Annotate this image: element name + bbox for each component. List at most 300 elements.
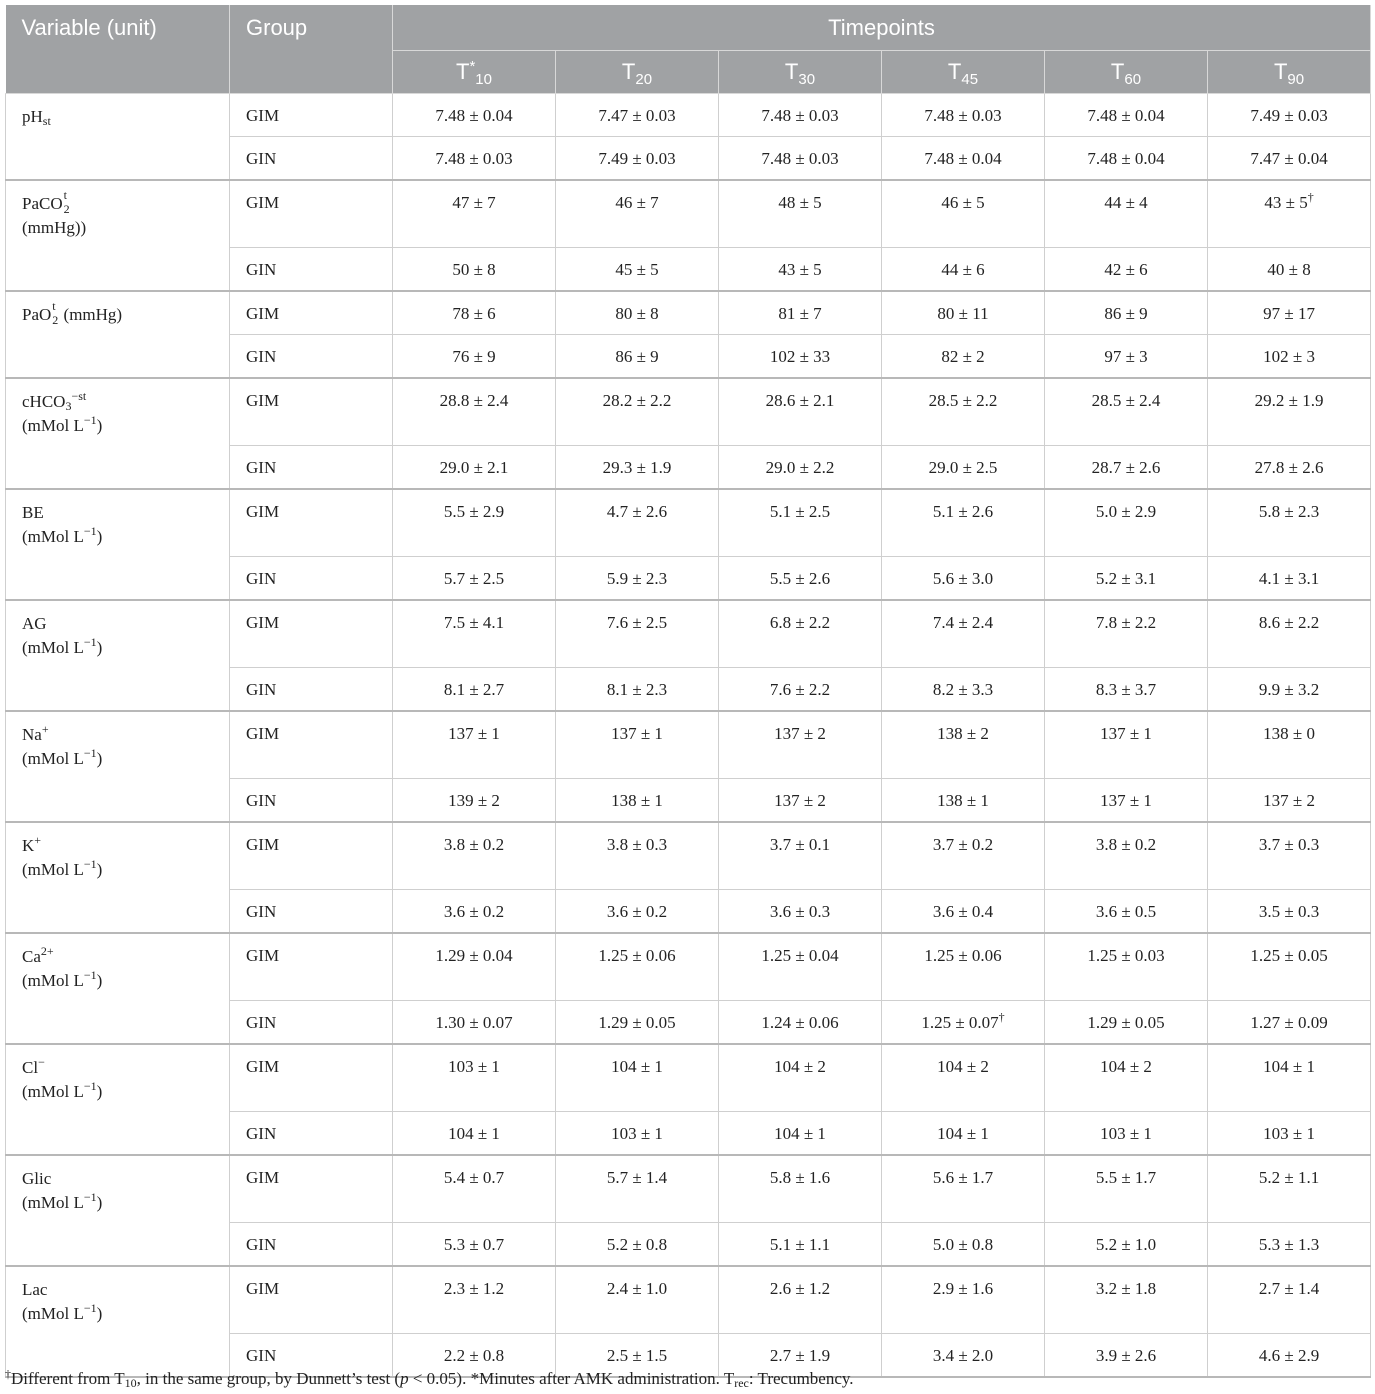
footnote-text: Different from T bbox=[11, 1369, 125, 1388]
value-wrap bbox=[1045, 1334, 1207, 1366]
value-cell bbox=[719, 557, 882, 601]
timepoint-header bbox=[393, 51, 556, 94]
variable-name: Na bbox=[22, 725, 42, 744]
value-cell bbox=[1208, 180, 1371, 248]
value-cell bbox=[719, 94, 882, 137]
value-text: 3.6 ± 0.2 bbox=[606, 902, 668, 921]
value-wrap bbox=[719, 94, 881, 126]
table-row bbox=[6, 94, 1371, 137]
value-wrap bbox=[1045, 490, 1207, 522]
value-wrap bbox=[719, 934, 881, 966]
group-label: GIM bbox=[246, 946, 280, 965]
value-text: 43 ± 5 bbox=[778, 260, 822, 279]
value-wrap bbox=[1045, 1267, 1207, 1299]
value-text: 29.2 ± 1.9 bbox=[1254, 391, 1324, 410]
value-wrap bbox=[1208, 1045, 1370, 1077]
value-wrap bbox=[556, 248, 718, 280]
value-cell bbox=[882, 890, 1045, 934]
timepoint-minutes: 60 bbox=[1124, 71, 1142, 88]
variable-unit: (mMol L bbox=[22, 638, 84, 657]
value-text: 1.25 ± 0.06 bbox=[598, 946, 676, 965]
value-wrap bbox=[882, 181, 1044, 213]
value-cell bbox=[556, 1044, 719, 1112]
value-cell bbox=[882, 1334, 1045, 1378]
value-cell bbox=[1208, 94, 1371, 137]
timepoint-label: T bbox=[621, 59, 636, 84]
timepoint-header bbox=[1045, 51, 1208, 94]
variable-cell: Lac (mMol $L^{-1}$) bbox=[6, 1266, 230, 1377]
value-cell bbox=[1208, 1044, 1371, 1112]
value-wrap bbox=[1208, 181, 1370, 213]
value-cell bbox=[882, 933, 1045, 1001]
value-wrap bbox=[556, 292, 718, 324]
value-wrap bbox=[393, 557, 555, 589]
group-label: GIM bbox=[246, 502, 280, 521]
value-wrap bbox=[393, 934, 555, 966]
value-cell bbox=[1045, 248, 1208, 292]
table-row bbox=[6, 711, 1371, 779]
value-text: 1.25 ± 0.05 bbox=[1250, 946, 1328, 965]
value-wrap bbox=[1208, 335, 1370, 367]
value-wrap bbox=[719, 335, 881, 367]
timepoint-label: T bbox=[1110, 59, 1125, 84]
value-cell bbox=[393, 378, 556, 446]
value-wrap bbox=[393, 137, 555, 169]
value-wrap bbox=[1208, 248, 1370, 280]
value-cell bbox=[1208, 600, 1371, 668]
value-text: 4.7 ± 2.6 bbox=[606, 502, 668, 521]
value-text: 28.7 ± 2.6 bbox=[1091, 458, 1161, 477]
value-text: 3.5 ± 0.3 bbox=[1258, 902, 1320, 921]
value-wrap bbox=[556, 1223, 718, 1255]
variable-unit: (mmHg) bbox=[22, 218, 81, 237]
value-cell bbox=[1208, 711, 1371, 779]
value-text: 1.25 ± 0.07 bbox=[921, 1013, 999, 1032]
value-cell bbox=[556, 1112, 719, 1156]
value-text: 1.30 ± 0.07 bbox=[435, 1013, 513, 1032]
value-cell bbox=[556, 1155, 719, 1223]
value-wrap bbox=[393, 292, 555, 324]
value-text: 3.8 ± 0.2 bbox=[443, 835, 505, 854]
timepoint-minutes: 30 bbox=[798, 71, 816, 88]
value-text: 43 ± 5 bbox=[1264, 193, 1308, 212]
value-wrap bbox=[393, 1112, 555, 1144]
value-cell bbox=[393, 890, 556, 934]
value-text: 3.8 ± 0.3 bbox=[606, 835, 668, 854]
value-text: 2.7 ± 1.9 bbox=[769, 1346, 831, 1365]
value-wrap bbox=[882, 557, 1044, 589]
value-cell bbox=[556, 94, 719, 137]
value-cell bbox=[1045, 1112, 1208, 1156]
value-wrap bbox=[556, 779, 718, 811]
value-text: 97 ± 17 bbox=[1263, 304, 1315, 323]
value-text: 46 ± 5 bbox=[941, 193, 985, 212]
value-text: 7.47 ± 0.03 bbox=[598, 106, 676, 125]
value-text: 5.1 ± 1.1 bbox=[769, 1235, 831, 1254]
value-text: 5.5 ± 1.7 bbox=[1095, 1168, 1157, 1187]
group-cell bbox=[230, 248, 393, 292]
value-cell bbox=[1208, 890, 1371, 934]
variable-unit: (mMol L bbox=[22, 860, 84, 879]
value-cell bbox=[1045, 1223, 1208, 1267]
value-text: 137 ± 2 bbox=[1263, 791, 1315, 810]
value-wrap bbox=[719, 490, 881, 522]
value-wrap bbox=[1045, 668, 1207, 700]
group-column-header: Group bbox=[230, 5, 393, 94]
value-wrap bbox=[393, 1001, 555, 1033]
variable-cell: Cl− (mMol $L^{-1}$) bbox=[6, 1044, 230, 1155]
value-wrap bbox=[1208, 1156, 1370, 1188]
variable-sup: − bbox=[38, 1055, 45, 1069]
variable-cell: Glic (mMol $L^{-1}$) bbox=[6, 1155, 230, 1266]
value-wrap bbox=[1045, 823, 1207, 855]
value-cell bbox=[393, 779, 556, 823]
footnote-sub: rec bbox=[734, 1376, 749, 1390]
value-cell bbox=[882, 1044, 1045, 1112]
value-cell bbox=[556, 1001, 719, 1045]
value-text: 76 ± 9 bbox=[452, 347, 496, 366]
value-cell bbox=[1208, 137, 1371, 181]
value-wrap bbox=[393, 335, 555, 367]
variable-cell: BE (mMol $L^{-1}$) bbox=[6, 489, 230, 600]
significance-mark: † bbox=[1307, 190, 1314, 204]
value-wrap bbox=[556, 712, 718, 744]
value-wrap bbox=[719, 1112, 881, 1144]
value-text: 80 ± 11 bbox=[937, 304, 989, 323]
value-text: 97 ± 3 bbox=[1104, 347, 1148, 366]
value-wrap bbox=[393, 668, 555, 700]
value-text: 5.2 ± 1.1 bbox=[1258, 1168, 1320, 1187]
value-cell bbox=[1208, 668, 1371, 712]
value-cell bbox=[882, 1155, 1045, 1223]
value-wrap bbox=[556, 1112, 718, 1144]
value-wrap bbox=[882, 137, 1044, 169]
value-wrap bbox=[556, 446, 718, 478]
value-text: 5.4 ± 0.7 bbox=[443, 1168, 505, 1187]
group-label: GIN bbox=[246, 569, 277, 588]
value-cell bbox=[393, 1155, 556, 1223]
value-text: 5.5 ± 2.6 bbox=[769, 569, 831, 588]
value-text: 7.5 ± 4.1 bbox=[443, 613, 505, 632]
value-text: 103 ± 1 bbox=[611, 1124, 663, 1143]
value-text: 9.9 ± 3.2 bbox=[1258, 680, 1320, 699]
value-cell bbox=[556, 822, 719, 890]
timepoint-mark: * bbox=[469, 58, 476, 75]
value-text: 7.47 ± 0.04 bbox=[1250, 149, 1328, 168]
value-text: 1.29 ± 0.05 bbox=[1087, 1013, 1165, 1032]
value-cell bbox=[1045, 335, 1208, 379]
variable-unit: (mMol L bbox=[22, 1082, 84, 1101]
table-row bbox=[6, 933, 1371, 1001]
value-cell bbox=[556, 1266, 719, 1334]
value-text: 5.7 ± 1.4 bbox=[606, 1168, 668, 1187]
value-wrap bbox=[556, 1267, 718, 1299]
variable-name: Cl bbox=[22, 1058, 39, 1077]
value-text: 5.2 ± 1.0 bbox=[1095, 1235, 1157, 1254]
variable-unit-exp: −1 bbox=[83, 857, 97, 871]
value-text: 2.5 ± 1.5 bbox=[606, 1346, 668, 1365]
variable-column-header: Variable (unit) bbox=[6, 5, 230, 94]
value-wrap bbox=[882, 446, 1044, 478]
value-cell bbox=[719, 1155, 882, 1223]
value-cell bbox=[719, 446, 882, 490]
value-cell bbox=[1045, 600, 1208, 668]
value-cell bbox=[1045, 446, 1208, 490]
value-wrap bbox=[1045, 446, 1207, 478]
value-cell bbox=[556, 933, 719, 1001]
value-cell bbox=[393, 822, 556, 890]
value-wrap bbox=[882, 335, 1044, 367]
value-wrap bbox=[1045, 557, 1207, 589]
value-text: 5.8 ± 1.6 bbox=[769, 1168, 831, 1187]
value-text: 2.9 ± 1.6 bbox=[932, 1279, 994, 1298]
value-wrap bbox=[1208, 557, 1370, 589]
value-cell bbox=[719, 822, 882, 890]
value-cell bbox=[393, 1266, 556, 1334]
value-cell bbox=[393, 1112, 556, 1156]
group-cell bbox=[230, 137, 393, 181]
value-cell bbox=[393, 557, 556, 601]
value-wrap bbox=[1045, 292, 1207, 324]
value-text: 7.6 ± 2.5 bbox=[606, 613, 668, 632]
value-text: 104 ± 1 bbox=[774, 1124, 826, 1143]
value-text: 3.8 ± 0.2 bbox=[1095, 835, 1157, 854]
value-wrap bbox=[1208, 1334, 1370, 1366]
value-cell bbox=[556, 335, 719, 379]
value-text: 7.48 ± 0.04 bbox=[435, 106, 513, 125]
value-text: 78 ± 6 bbox=[452, 304, 496, 323]
timepoint-header bbox=[1208, 51, 1371, 94]
value-cell bbox=[556, 137, 719, 181]
value-text: 8.2 ± 3.3 bbox=[932, 680, 994, 699]
value-text: 1.25 ± 0.03 bbox=[1087, 946, 1165, 965]
value-cell bbox=[1208, 779, 1371, 823]
value-text: 6.8 ± 2.2 bbox=[769, 613, 831, 632]
footnote-text: < 0.05). *Minutes after AMK administration. T bbox=[408, 1369, 735, 1388]
value-text: 7.48 ± 0.03 bbox=[435, 149, 513, 168]
value-wrap bbox=[393, 890, 555, 922]
value-cell bbox=[556, 711, 719, 779]
value-cell bbox=[1208, 933, 1371, 1001]
value-text: 7.48 ± 0.04 bbox=[1087, 106, 1165, 125]
value-cell bbox=[882, 94, 1045, 137]
value-text: 138 ± 0 bbox=[1263, 724, 1315, 743]
value-wrap bbox=[882, 94, 1044, 126]
value-wrap bbox=[1208, 94, 1370, 126]
value-cell bbox=[1045, 1001, 1208, 1045]
value-wrap bbox=[882, 1267, 1044, 1299]
variable-unit: (mmHg) bbox=[59, 305, 123, 324]
group-label: GIM bbox=[246, 613, 280, 632]
value-cell bbox=[719, 291, 882, 335]
value-wrap bbox=[1208, 1223, 1370, 1255]
value-cell bbox=[1045, 557, 1208, 601]
value-cell bbox=[1208, 1266, 1371, 1334]
value-cell bbox=[393, 1001, 556, 1045]
value-text: 5.9 ± 2.3 bbox=[606, 569, 668, 588]
value-cell bbox=[1045, 668, 1208, 712]
value-text: 138 ± 1 bbox=[611, 791, 663, 810]
value-wrap bbox=[556, 335, 718, 367]
value-text: 1.24 ± 0.06 bbox=[761, 1013, 839, 1032]
value-wrap bbox=[556, 601, 718, 633]
value-text: 1.25 ± 0.06 bbox=[924, 946, 1002, 965]
value-cell bbox=[1208, 446, 1371, 490]
value-text: 103 ± 1 bbox=[1263, 1124, 1315, 1143]
value-wrap bbox=[1208, 934, 1370, 966]
value-wrap bbox=[882, 1223, 1044, 1255]
group-label: GIN bbox=[246, 1124, 277, 1143]
value-wrap bbox=[1045, 1045, 1207, 1077]
variable-name: Glic bbox=[22, 1169, 52, 1188]
value-cell bbox=[882, 291, 1045, 335]
value-wrap bbox=[393, 1334, 555, 1366]
value-text: 8.3 ± 3.7 bbox=[1095, 680, 1157, 699]
value-text: 29.0 ± 2.1 bbox=[439, 458, 509, 477]
value-wrap bbox=[556, 137, 718, 169]
variable-unit: (mMol L bbox=[22, 749, 84, 768]
variable-unit-exp: −1 bbox=[83, 524, 97, 538]
value-text: 29.0 ± 2.2 bbox=[765, 458, 835, 477]
group-label: GIN bbox=[246, 149, 277, 168]
value-text: 7.48 ± 0.03 bbox=[761, 149, 839, 168]
variable-sup: 2+ bbox=[40, 944, 54, 958]
value-wrap bbox=[393, 181, 555, 213]
value-wrap bbox=[719, 1001, 881, 1033]
value-cell bbox=[393, 933, 556, 1001]
value-cell bbox=[719, 1223, 882, 1267]
value-text: 7.48 ± 0.04 bbox=[1087, 149, 1165, 168]
footnote-text: : Trecumbency. bbox=[748, 1369, 854, 1388]
group-cell bbox=[230, 180, 393, 248]
group-label: GIM bbox=[246, 835, 280, 854]
value-cell bbox=[393, 335, 556, 379]
value-text: 137 ± 1 bbox=[1100, 724, 1152, 743]
timepoint-header bbox=[719, 51, 882, 94]
value-wrap bbox=[882, 379, 1044, 411]
value-text: 29.3 ± 1.9 bbox=[602, 458, 672, 477]
value-text: 3.6 ± 0.3 bbox=[769, 902, 831, 921]
value-cell bbox=[393, 711, 556, 779]
value-text: 1.27 ± 0.09 bbox=[1250, 1013, 1328, 1032]
value-text: 82 ± 2 bbox=[941, 347, 985, 366]
value-cell bbox=[719, 1001, 882, 1045]
group-cell bbox=[230, 335, 393, 379]
value-text: 137 ± 1 bbox=[611, 724, 663, 743]
value-cell bbox=[556, 248, 719, 292]
value-text: 5.8 ± 2.3 bbox=[1258, 502, 1320, 521]
value-cell bbox=[556, 446, 719, 490]
value-wrap bbox=[882, 1045, 1044, 1077]
value-wrap bbox=[556, 490, 718, 522]
value-wrap bbox=[882, 1001, 1044, 1033]
value-wrap bbox=[556, 1001, 718, 1033]
variable-unit-exp: −1 bbox=[83, 746, 97, 760]
value-cell bbox=[882, 1223, 1045, 1267]
value-wrap bbox=[393, 248, 555, 280]
value-cell bbox=[882, 1001, 1045, 1045]
variable-cell: K+ (mMol $L^{-1}$) bbox=[6, 822, 230, 933]
value-wrap bbox=[882, 934, 1044, 966]
group-cell bbox=[230, 291, 393, 335]
value-wrap bbox=[1045, 890, 1207, 922]
group-cell bbox=[230, 489, 393, 557]
value-text: 3.7 ± 0.1 bbox=[769, 835, 831, 854]
value-wrap bbox=[719, 779, 881, 811]
group-cell bbox=[230, 1266, 393, 1334]
value-text: 104 ± 1 bbox=[611, 1057, 663, 1076]
value-text: 2.2 ± 0.8 bbox=[443, 1346, 505, 1365]
value-wrap bbox=[882, 712, 1044, 744]
variable-sub: st bbox=[42, 114, 51, 128]
value-text: 104 ± 1 bbox=[448, 1124, 500, 1143]
group-cell bbox=[230, 600, 393, 668]
value-wrap bbox=[556, 890, 718, 922]
variable-name: pH bbox=[22, 107, 43, 126]
value-cell bbox=[1045, 291, 1208, 335]
value-text: 7.48 ± 0.03 bbox=[761, 106, 839, 125]
variable-unit-exp: −1 bbox=[83, 635, 97, 649]
timepoint-minutes: 20 bbox=[635, 71, 653, 88]
value-text: 3.7 ± 0.3 bbox=[1258, 835, 1320, 854]
value-text: 5.7 ± 2.5 bbox=[443, 569, 505, 588]
value-wrap bbox=[393, 1223, 555, 1255]
value-cell bbox=[556, 1223, 719, 1267]
variable-cell bbox=[6, 94, 230, 181]
results-table bbox=[5, 5, 1371, 1378]
value-text: 3.2 ± 1.8 bbox=[1095, 1279, 1157, 1298]
variable-name: cHCO bbox=[22, 392, 66, 411]
group-cell bbox=[230, 1223, 393, 1267]
variable-unit: (mMol L bbox=[22, 1304, 84, 1323]
value-cell bbox=[1208, 378, 1371, 446]
value-text: 137 ± 2 bbox=[774, 791, 826, 810]
value-cell bbox=[1208, 1001, 1371, 1045]
value-text: 104 ± 2 bbox=[774, 1057, 826, 1076]
value-wrap bbox=[719, 292, 881, 324]
table-row bbox=[6, 1266, 1371, 1334]
value-text: 8.1 ± 2.3 bbox=[606, 680, 668, 699]
group-label: GIN bbox=[246, 1013, 277, 1032]
value-wrap bbox=[719, 1334, 881, 1366]
group-label: GIN bbox=[246, 680, 277, 699]
value-cell bbox=[556, 378, 719, 446]
value-cell bbox=[882, 711, 1045, 779]
group-label: GIM bbox=[246, 106, 280, 125]
value-cell bbox=[556, 180, 719, 248]
value-cell bbox=[1208, 557, 1371, 601]
value-cell bbox=[882, 378, 1045, 446]
value-text: 103 ± 1 bbox=[1100, 1124, 1152, 1143]
value-wrap bbox=[882, 668, 1044, 700]
value-wrap bbox=[556, 181, 718, 213]
table-row bbox=[6, 180, 1371, 248]
value-cell bbox=[882, 822, 1045, 890]
value-cell bbox=[882, 489, 1045, 557]
group-cell bbox=[230, 668, 393, 712]
value-cell bbox=[393, 137, 556, 181]
value-cell bbox=[719, 137, 882, 181]
value-cell bbox=[719, 1044, 882, 1112]
value-cell bbox=[1045, 180, 1208, 248]
value-text: 7.6 ± 2.2 bbox=[769, 680, 831, 699]
group-cell bbox=[230, 1112, 393, 1156]
value-wrap bbox=[1045, 934, 1207, 966]
value-cell bbox=[882, 779, 1045, 823]
value-wrap bbox=[393, 779, 555, 811]
value-wrap bbox=[882, 490, 1044, 522]
value-wrap bbox=[882, 823, 1044, 855]
